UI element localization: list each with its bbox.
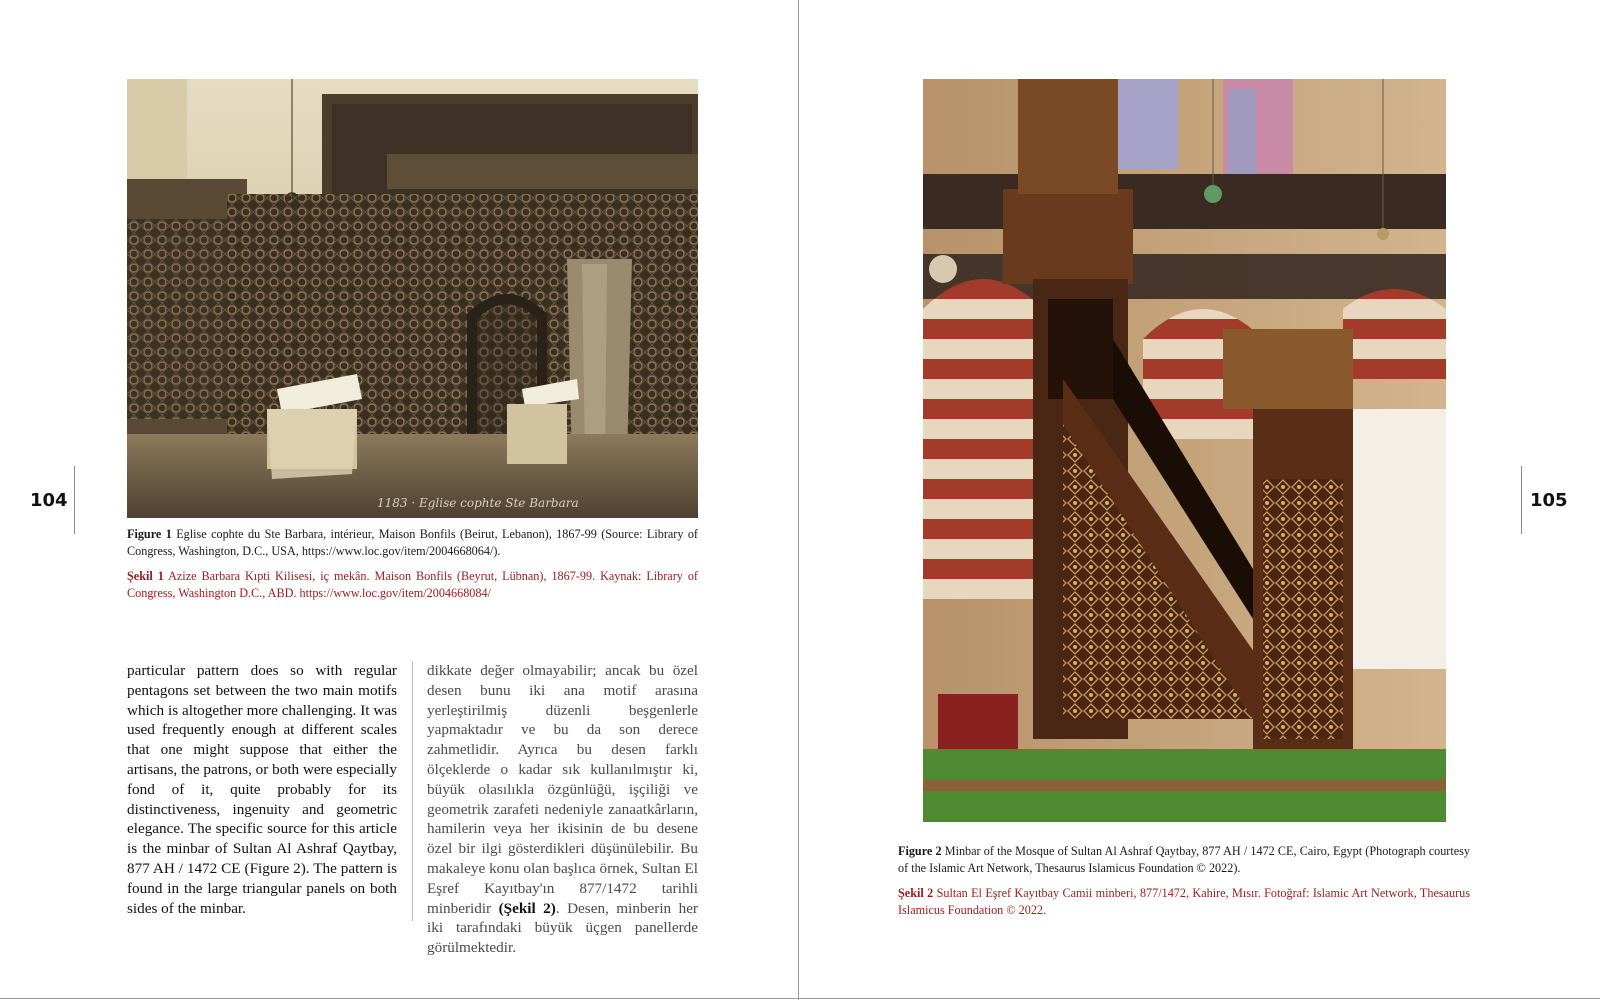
column-divider: [412, 661, 413, 921]
page-number-left: 104: [30, 490, 68, 511]
figure-2-caption-en: [898, 843, 1470, 877]
figure-1-label: Figure 1: [127, 527, 172, 541]
sekil-1-caption-text: Azize Barbara Kıpti Kilisesi, iç mekân. Maison Bonfils (Beyrut, Lübnan), 1867-99. Kaynak: Library of Congress, Washington D.C., ABD. https://www.loc.gov/item/2004668084/: [127, 569, 698, 600]
page-number-rule-left: [74, 466, 75, 534]
body-text-turkish-part2: . Desen, minberin her iki tarafındaki büyük üçgen panellerde görülmektedir.: [427, 899, 698, 957]
figure-2-label: Figure 2: [898, 844, 942, 858]
sekil-2-reference: (Şekil 2): [498, 899, 556, 917]
book-spine-divider: [798, 0, 799, 1000]
body-text-turkish: [427, 661, 698, 958]
figure-1-caption-tr: [127, 568, 698, 602]
bottom-border: [0, 998, 1600, 999]
figure-1-photo: [127, 79, 698, 518]
body-text-english: particular pattern does so with regular pentagons set between the two main motifs which is altogether more challenging. It was used frequently enough at different scales that one might suppose that either the artisans, the patrons, or both were especially fond of it, quite probably for its distinctiveness, ingenuity and geometric elegance. The specific source for this article is the minbar of Sultan Al Ashraf Qaytbay, 877 AH / 1472 CE (Figure 2). The pattern is found in the large triangular panels on both sides of the minbar.: [127, 662, 397, 917]
figure-1-caption-en: [127, 526, 698, 560]
figure-2-photo: [923, 79, 1446, 822]
page-number-right: 105: [1530, 490, 1568, 511]
svg-text:1183 · Eglise cophte Ste Barba: 1183 · Eglise cophte Ste Barbara: [377, 496, 579, 510]
sepia-photo-icon: [127, 79, 698, 518]
figure-1-caption-text: Eglise cophte du Ste Barbara, intérieur, Maison Bonfils (Beirut, Lebanon), 1867-99 (Source: Library of Congress, Washington, D.C., USA, https://www.loc.gov/item/2004668064/).: [127, 527, 698, 558]
figure-2-caption-tr: [898, 885, 1470, 919]
body-text-turkish-part1: dikkate değer olmayabilir; ancak bu özel desen bunu iki ana motif arasına yerleştirilmiş düzenli beşgenlerle yapmaktadır ve bu da son derece zahmetlidir. Ayrıca bu desen farklı ölçeklerde o kadar sık kullanılmıştır ki, büyük olasılıkla özgünlüğü, işçiliği ve geometrik zarafeti nedeniyle zanaatkârların, hamilerin veya her ikisinin de bu desene özel bir ilgi gösterdikleri düşünülebilir. Bu makaleye konu olan başlıca örnek, Sultan El Eşref Kayıtbay'ın 877/1472 tarihli minberidir: [427, 662, 698, 917]
figure-2-caption-text: Minbar of the Mosque of Sultan Al Ashraf Qaytbay, 877 AH / 1472 CE, Cairo, Egypt (Photograph courtesy of the Islamic Art Network, Thesaurus Islamicus Foundation © 2022).: [898, 844, 1470, 875]
minbar-photo-icon: [923, 79, 1446, 822]
sekil-2-label: Şekil 2: [898, 886, 934, 900]
sekil-2-caption-text: Sultan El Eşref Kayıtbay Camii minberi, 877/1472, Kahire, Mısır. Fotoğraf: Islamic Art Network, Thesaurus Islamicus Foundation © 2022.: [898, 886, 1470, 917]
sekil-1-label: Şekil 1: [127, 569, 164, 583]
page-number-rule-right: [1521, 466, 1522, 534]
